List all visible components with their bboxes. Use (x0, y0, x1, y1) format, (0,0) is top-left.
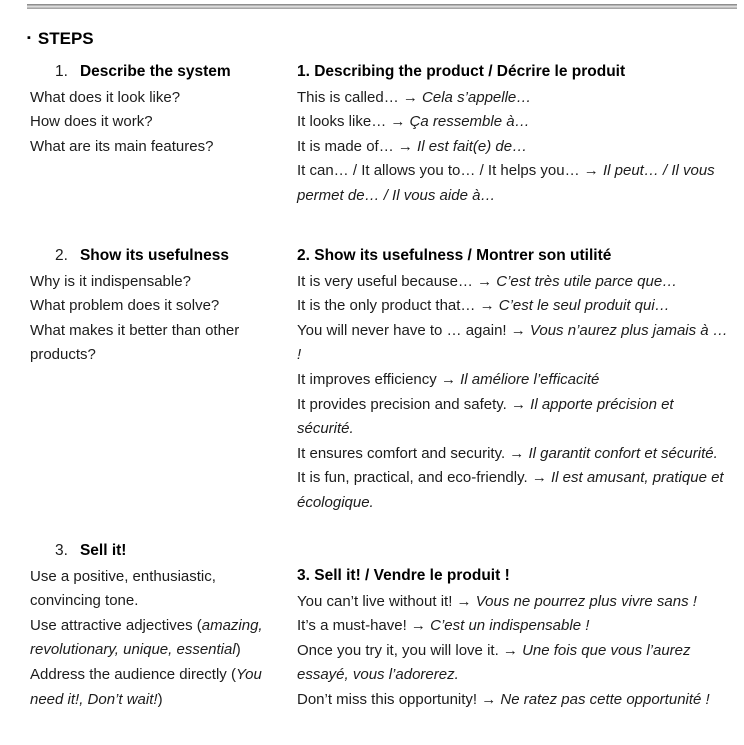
steps-heading-label: STEPS (37, 29, 94, 48)
phrases-2-cell (297, 244, 733, 516)
text-line: Use attractive adjectives (amazing, revolutionary, unique, essential) (30, 616, 263, 659)
text-line: You can’t live without it! → Vous ne pourrez plus vivre sans ! (297, 592, 697, 610)
text-line: What are its main features? (30, 137, 214, 155)
text-line: This is called… → Cela s’appelle… (297, 88, 532, 106)
step-2-cell (30, 244, 282, 368)
step-3-heading (30, 539, 288, 564)
text-line: You will never have to … again! → Vous n’aurez plus jamais à … ! (297, 321, 728, 364)
steps-heading (27, 26, 94, 52)
phrases-2-list (297, 270, 733, 516)
phrases-2-heading: 2. Show its usefulness / Montrer son utilité (297, 247, 612, 264)
step-1-cell (30, 60, 282, 159)
phrases-3-cell (297, 564, 735, 713)
text-line: It is fun, practical, and eco-friendly. → Il est amusant, pratique et écologique. (297, 469, 724, 511)
text-line: Use a positive, enthusiastic, convincing tone. (30, 567, 216, 610)
text-line: It ensures comfort and security. → Il garantit confort et sécurité. (297, 444, 718, 462)
phrases-3-heading: 3. Sell it! / Vendre le produit ! (297, 567, 510, 584)
text-line: Once you try it, you will love it. → Une fois que vous l’aurez essayé, vous l’adorerez. (297, 641, 691, 684)
text-line: It is made of… → Il est fait(e) de… (297, 137, 528, 155)
text-line: Don’t miss this opportunity! → Ne ratez pas cette opportunité ! (297, 690, 710, 708)
step-3-cell (30, 539, 288, 712)
text-line: It provides precision and safety. → Il apporte précision et sécurité. (297, 395, 674, 438)
text-line: It is very useful because… → C’est très utile parce que… (297, 272, 678, 290)
step-1-questions (30, 86, 282, 160)
text-line: What makes it better than other products? (30, 321, 240, 364)
phrases-1-heading: 1. Describing the product / Décrire le produit (297, 63, 626, 80)
step-number: 3. (55, 542, 68, 559)
step-1-heading (30, 60, 282, 85)
step-2-questions (30, 270, 282, 368)
text-line: It’s a must-have! → C’est un indispensable ! (297, 617, 590, 635)
text-line: It improves efficiency → Il améliore l’efficacité (297, 370, 600, 388)
step-title: Describe the system (79, 63, 231, 80)
text-line: It can… / It allows you to… / It helps you… → Il peut… / Il vous permet de… / Il vous aide à… (297, 162, 715, 204)
text-line: Why is it indispensable? (30, 272, 191, 290)
step-title: Show its usefulness (79, 247, 229, 264)
phrases-3-list (297, 590, 735, 713)
text-line: It is the only product that… → C’est le seul produit qui… (297, 297, 670, 315)
text-line: It looks like… → Ça ressemble à… (297, 113, 530, 131)
text-line: Address the audience directly (You need it!, Don’t wait!) (30, 665, 262, 708)
phrases-1-list (297, 86, 731, 209)
step-2-heading (30, 244, 282, 269)
step-3-tips (30, 565, 288, 713)
phrases-1-cell (297, 60, 731, 209)
square-bullet-icon: ▪ (27, 32, 31, 44)
text-line: What does it look like? (30, 88, 181, 106)
text-line: What problem does it solve? (30, 297, 220, 315)
step-title: Sell it! (79, 542, 127, 559)
horizontal-rule (27, 4, 737, 9)
step-number: 1. (55, 63, 68, 80)
text-line: How does it work? (30, 113, 153, 131)
step-number: 2. (55, 247, 68, 264)
